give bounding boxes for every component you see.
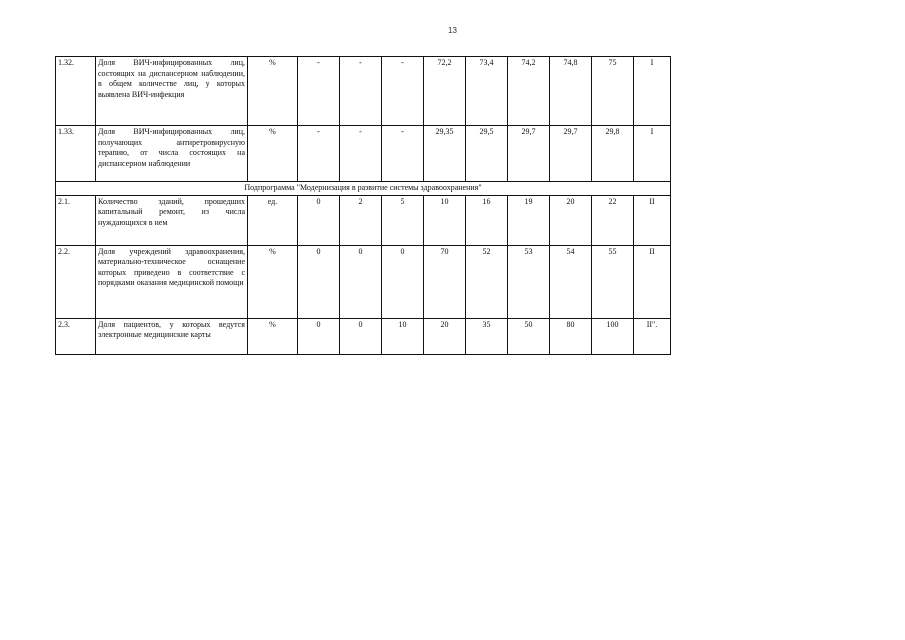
value-cell: 53 <box>508 245 550 318</box>
value-cell: - <box>340 126 382 182</box>
value-cell: 52 <box>466 245 508 318</box>
value-cell: 10 <box>382 318 424 354</box>
table-row <box>56 245 671 318</box>
category-cell: II <box>634 195 671 245</box>
value-cell: - <box>298 126 340 182</box>
value-cell: 75 <box>592 57 634 126</box>
indicator-name: Доля учреждений здравоохранения, материально-техническое оснащение которых приведено в соответствие с порядками оказания медицинской помощи <box>96 245 248 318</box>
value-cell: 20 <box>550 195 592 245</box>
category-cell: I <box>634 57 671 126</box>
row-number: 1.33. <box>56 126 96 182</box>
value-cell: 5 <box>382 195 424 245</box>
table-row <box>56 195 671 245</box>
value-cell: 2 <box>340 195 382 245</box>
row-number: 2.2. <box>56 245 96 318</box>
value-cell: 22 <box>592 195 634 245</box>
value-cell: 72,2 <box>424 57 466 126</box>
category-cell: II". <box>634 318 671 354</box>
value-cell: 29,7 <box>508 126 550 182</box>
value-cell: 0 <box>340 245 382 318</box>
value-cell: - <box>382 57 424 126</box>
value-cell: 80 <box>550 318 592 354</box>
unit-cell: % <box>248 126 298 182</box>
unit-cell: ед. <box>248 195 298 245</box>
value-cell: 0 <box>298 318 340 354</box>
value-cell: 29,7 <box>550 126 592 182</box>
value-cell: 100 <box>592 318 634 354</box>
value-cell: 74,8 <box>550 57 592 126</box>
category-cell: I <box>634 126 671 182</box>
indicator-name: Количество зданий, прошедших капитальный ремонт, из числа нуждающихся в нем <box>96 195 248 245</box>
unit-cell: % <box>248 318 298 354</box>
indicator-name: Доля пациентов, у которых ведутся электронные медицинские карты <box>96 318 248 354</box>
unit-cell: % <box>248 57 298 126</box>
value-cell: 10 <box>424 195 466 245</box>
value-cell: 70 <box>424 245 466 318</box>
value-cell: - <box>382 126 424 182</box>
category-cell: II <box>634 245 671 318</box>
value-cell: 16 <box>466 195 508 245</box>
value-cell: 74,2 <box>508 57 550 126</box>
row-number: 2.3. <box>56 318 96 354</box>
table-row <box>56 126 671 182</box>
unit-cell: % <box>248 245 298 318</box>
value-cell: 19 <box>508 195 550 245</box>
value-cell: 0 <box>298 245 340 318</box>
value-cell: - <box>340 57 382 126</box>
value-cell: 29,5 <box>466 126 508 182</box>
section-title: Подпрограмма "Модернизация в развитие системы здравоохранения" <box>56 182 671 196</box>
indicators-table <box>55 56 671 355</box>
value-cell: - <box>298 57 340 126</box>
value-cell: 35 <box>466 318 508 354</box>
value-cell: 0 <box>382 245 424 318</box>
row-number: 1.32. <box>56 57 96 126</box>
value-cell: 73,4 <box>466 57 508 126</box>
indicator-name: Доля ВИЧ-инфицированных лиц, состоящих на диспансерном наблюдении, в общем количестве лиц, у которых выявлена ВИЧ-инфекция <box>96 57 248 126</box>
value-cell: 29,35 <box>424 126 466 182</box>
value-cell: 0 <box>340 318 382 354</box>
table-row <box>56 57 671 126</box>
value-cell: 55 <box>592 245 634 318</box>
page-number: 13 <box>448 26 457 35</box>
indicator-name: Доля ВИЧ-инфицированных лиц, получающих антиретровирусную терапию, от числа состоящих на диспансерном наблюдении <box>96 126 248 182</box>
table-row <box>56 318 671 354</box>
value-cell: 54 <box>550 245 592 318</box>
row-number: 2.1. <box>56 195 96 245</box>
value-cell: 0 <box>298 195 340 245</box>
section-header-row <box>56 182 671 196</box>
value-cell: 20 <box>424 318 466 354</box>
value-cell: 50 <box>508 318 550 354</box>
value-cell: 29,8 <box>592 126 634 182</box>
